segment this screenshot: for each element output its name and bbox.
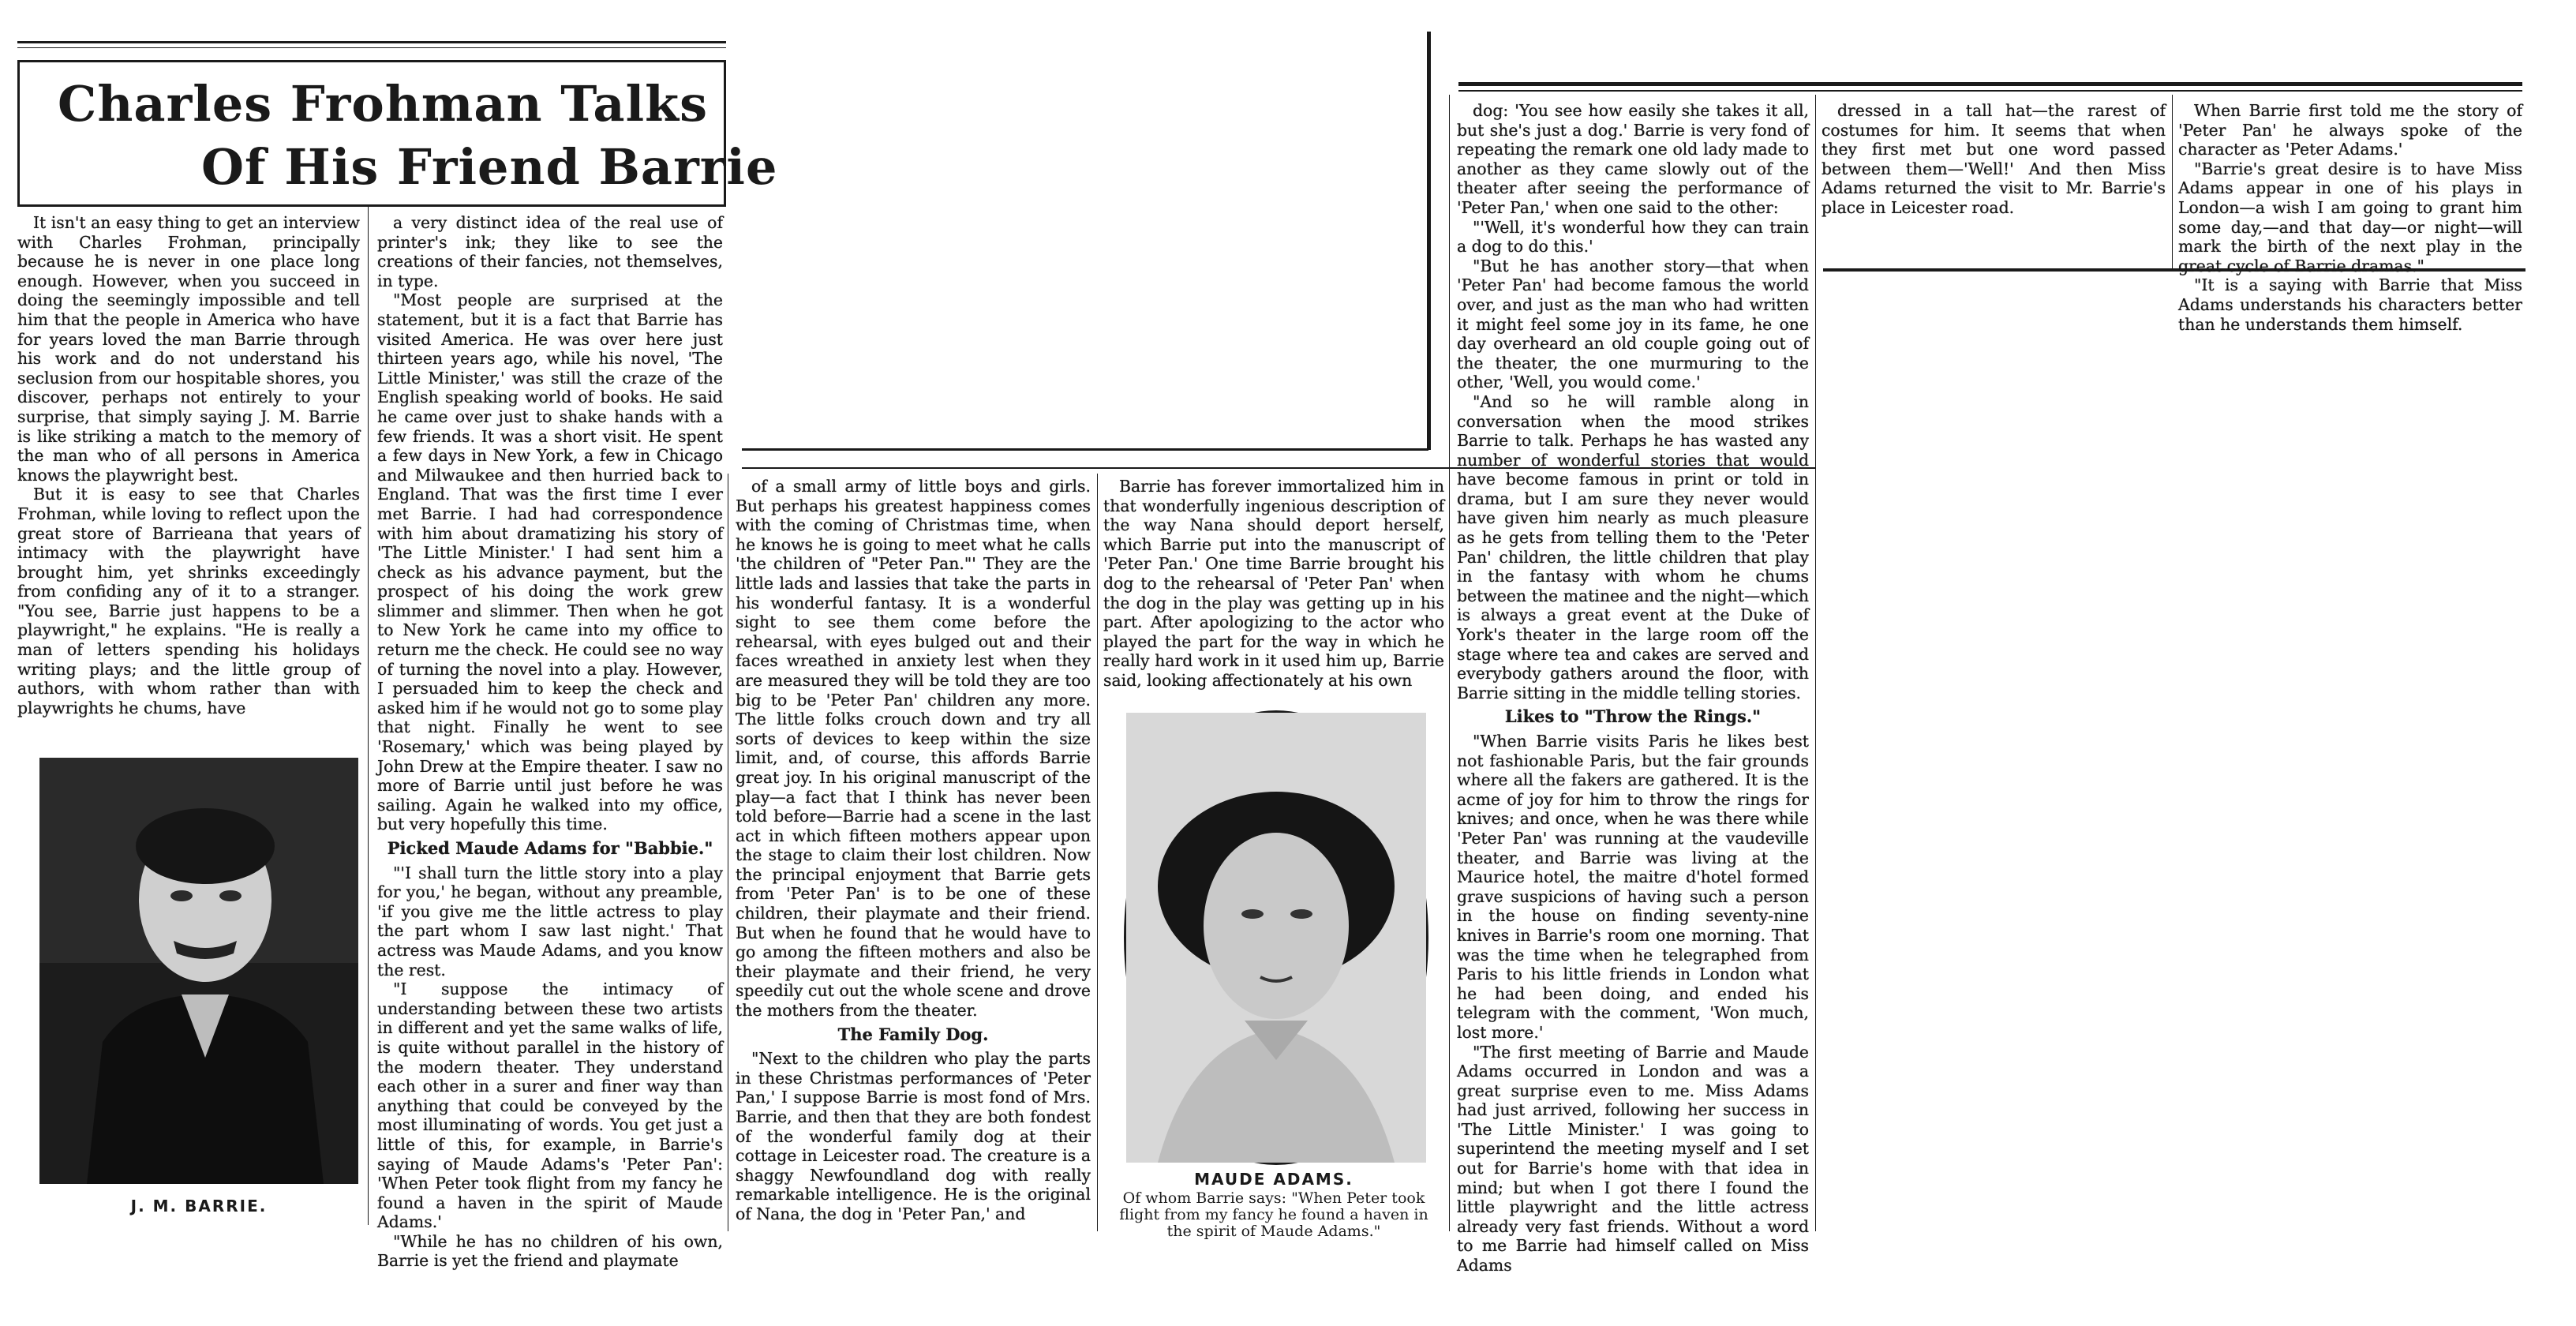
paragraph: dog: 'You see how easily she takes it all, but she's just a dog.' Barrie is very fond of repeating the remark one old lady made to another as they came slowly out of the theater after seeing the performance of 'Peter Pan,' when one said to the other: <box>1457 101 1809 217</box>
top-rule-right-thin <box>1458 90 2522 92</box>
headline-line-2: Of His Friend Barrie <box>201 138 778 196</box>
subhead-family-dog: The Family Dog. <box>837 1024 989 1044</box>
maude-adams-quote: Of whom Barrie says: "When Peter took flight from my fancy he found a haven in the spirit of Maude Adams." <box>1119 1189 1428 1240</box>
paragraph: Barrie has forever immortalized him in that wonderfully ingenious description of the way Nana should deport herself, which Barrie put into the manuscript of 'Peter Pan.' One time Barrie brought his dog to the rehearsal of 'Peter Pan' when the dog in the play was getting up in his part. After apologizing to the actor who played the part for the way in which he really hard work in it used him up, Barrie said, looking affectionately at his own <box>1103 477 1444 690</box>
clipping-edge-bottom <box>742 448 1428 451</box>
column-divider-5 <box>1815 95 1816 1231</box>
photo-maude-adams <box>1124 710 1428 1165</box>
article-column-5 <box>1457 101 1809 1275</box>
caption-jm-barrie: J. M. BARRIE. <box>130 1197 268 1216</box>
paragraph: "But he has another story—that when 'Peter Pan' had become famous the world over, and just as the man who had written it might feel some joy in its fame, he one day overheard an old couple going out of the theater, the one murmuring to the other, 'Well, you would come.' <box>1457 256 1809 392</box>
column-divider-1 <box>368 207 369 1225</box>
paragraph: dressed in a tall hat—the rarest of costumes for him. It seems that when they first met but one word passed between them—'Well!' And then Miss Adams returned the visit to Mr. Barrie's place in Leicester road. <box>1822 101 2166 217</box>
photo-jm-barrie <box>39 758 358 1184</box>
article-column-6 <box>1822 101 2166 265</box>
paragraph: "The first meeting of Barrie and Maude Adams occurred in London and was a great surprise even to me. Miss Adams had just arrived, following her success in 'The Little Minister.' I was going to superintend the meeting myself and I set out for Barrie's home with that idea in mind; but when I got there I found the little playwright and the little actress already very fast friends. Without a word to me Barrie had himself called on Miss Adams <box>1457 1042 1809 1275</box>
caption-maude-adams: MAUDE ADAMS. <box>1194 1170 1354 1189</box>
top-rule-left <box>17 41 726 43</box>
paragraph: "Most people are surprised at the statement, but it is a fact that Barrie has visited America. He was over here just thirteen years ago, while his novel, 'The Little Minister,' was still the craze of the English speaking world of books. He said he came over just to shake hands with a few friends. It was a short visit. He spent a few days in New York, a few in Chicago and Milwaukee and then hurried back to England. That was the first time I ever met Barrie. I had had correspondence with him about dramatizing his story of 'The Little Minister.' I had sent him a check as his advance payment, but the prospect of his doing the work grew slimmer and slimmer. Then when he got to New York he came into my office to return me the check. He could see no way of turning the novel into a play. However, I persuaded him to keep the check and asked him if he would not go to some play that night. Finally he went to see 'Rosemary,' which was being played by John Drew at the Empire theater. I saw no more of Barrie until just before he was sailing. Again he walked into my office, but very hopefully this time. <box>377 290 723 834</box>
article-column-2 <box>377 213 723 1271</box>
headline-box <box>17 60 778 207</box>
clipping-edge-right-vertical <box>1427 32 1431 450</box>
subhead-throw-the-rings: Likes to "Throw the Rings." <box>1504 706 1762 727</box>
paragraph: "Next to the children who play the parts in these Christmas performances of 'Peter Pan,' I suppose Barrie is most fond of Mrs. Barrie, and then that they are both fondest of the wonderful family dog at their cottage in Leicester road. The creature is a shaggy Newfoundland dog with really remarkable intelligence. He is the original of Nana, the dog in 'Peter Pan,' and <box>736 1049 1091 1223</box>
column-divider-6 <box>2172 95 2173 268</box>
top-rule-left-thin <box>17 47 726 48</box>
paragraph: "When Barrie visits Paris he likes best not fashionable Paris, but the fair grounds where all the fakers are gathered. It is the acme of joy for him to throw the rings for knives; and once, when he was there while 'Peter Pan' was running at the vaudeville theater, and Barrie was living at the Maurice hotel, the maitre d'hotel formed grave suspicions of having such a person in the house on finding seventy-nine knives in Barrie's room one morning. That was the time when he telegraphed from Paris to his little friends in London what he had been doing, and ended his telegram with the comment, 'Won much, lost more.' <box>1457 732 1809 1042</box>
paragraph: "'I shall turn the little story into a play for you,' he began, without any preamble, 'if you give me the little actress to play the part whom I saw last night.' That actress was Maude Adams, and you know the rest. <box>377 863 723 980</box>
paragraph: When Barrie first told me the story of 'Peter Pan' he always spoke of the character as 'Peter Adams.' <box>2178 101 2522 159</box>
paragraph: But it is easy to see that Charles Frohman, while loving to reflect upon the great store of Barrieana that years of intimacy with the playwright have brought him, yet shrinks exceedingly from confiding any of it to a stranger. "You see, Barrie just happens to be a playwright," he explains. "He is really a man of letters spending his holidays writing plays; and the little group of authors, with whom rather than with playwrights he chums, have <box>17 485 360 717</box>
maude-adams-portrait-icon <box>1126 713 1426 1163</box>
article-column-1 <box>17 213 360 748</box>
paragraph: a very distinct idea of the real use of printer's ink; they like to see the creations of their fancies, not themselves, in type. <box>377 213 723 290</box>
article-column-3 <box>736 477 1091 1231</box>
article-column-4 <box>1103 477 1444 706</box>
paragraph: "Barrie's great desire is to have Miss Adams appear in one of his plays in London—a wish I am going to grant him some day,—and that day—or night—will mark the birth of the next play in the great cycle of Barrie dramas." <box>2178 159 2522 275</box>
headline-line-1: Charles Frohman Talks <box>58 75 709 133</box>
paragraph: "'Well, it's wonderful how they can train a dog to do this.' <box>1457 217 1809 257</box>
paragraph: "While he has no children of his own, Barrie is yet the friend and playmate <box>377 1231 723 1271</box>
paragraph: "I suppose the intimacy of understanding between these two artists in different and yet the same walks of life, is quite without parallel in the history of the modern theater. They understand each other in a surer and finer way than anything that could be conveyed by the most illuminating of words. You get just a little of this, for example, in Barrie's saying of Maude Adams's 'Peter Pan': 'When Peter took flight from my fancy he found a haven in the spirit of Maude Adams.' <box>377 980 723 1232</box>
column-divider-4 <box>1449 95 1450 1231</box>
paragraph: It isn't an easy thing to get an interview with Charles Frohman, principally because he is never in one place long enough. However, when you succeed in doing the seemingly impossible and tell him that the people in America who have for years loved the man Barrie through his work and do not understand his seclusion from our hospitable shores, you discover, perhaps not entirely to your surprise, that simply saying J. M. Barrie is like striking a match to the memory of the man who of all persons in America knows the playwright best. <box>17 213 360 485</box>
top-rule-right <box>1458 82 2522 86</box>
subhead-picked-maude-adams: Picked Maude Adams for "Babbie." <box>387 838 713 858</box>
paragraph: "It is a saying with Barrie that Miss Adams understands his characters better than he understands them himself. <box>2178 275 2522 334</box>
column-divider-3 <box>1097 474 1098 1231</box>
barrie-portrait-icon <box>39 758 358 1184</box>
paragraph: "And so he will ramble along in conversation when the mood strikes Barrie to talk. Perhaps he has wasted any number of wonderful stories that would have become famous in print or told in drama, but I am sure they never would have given him nearly as much pleasure as he gets from telling them to the 'Peter Pan' children, the little children that play in the fantasy with whom he chums between the matinee and the night—which is always a great event at the Duke of York's theater in the large room off the stage where tea and cakes are served and everybody gathers around the floor, with Barrie sitting in the middle telling stories. <box>1457 391 1809 702</box>
article-column-7 <box>2178 101 2522 334</box>
paragraph: of a small army of little boys and girls. But perhaps his greatest happiness comes with the coming of Christmas time, when he knows he is going to meet what he calls 'the children of "Peter Pan."' They are the little lads and lassies that take the parts in his wonderful fantasy. It is a wonderful sight to see them come before the rehearsal, with eyes bulged out and their faces wreathed in anxiety lest when they are measured they will be told they are too big to be 'Peter Pan' children any more. The little folks crouch down and try all sorts of devices to keep within the size limit, and, of course, this affords Barrie great joy. In his original manuscript of the play—a fact that I think has never been told before—Barrie had a scene in the last act in which fifteen mothers appear upon the stage to claim their lost children. Now the principal enjoyment that Barrie gets from 'Peter Pan' is to be one of these children, their playmate and their friend. But when he found that he would have to go among the fifteen mothers and also be their playmate and their friend, he very speedily cut out the whole scene and drove the mothers from the theater. <box>736 477 1091 1021</box>
